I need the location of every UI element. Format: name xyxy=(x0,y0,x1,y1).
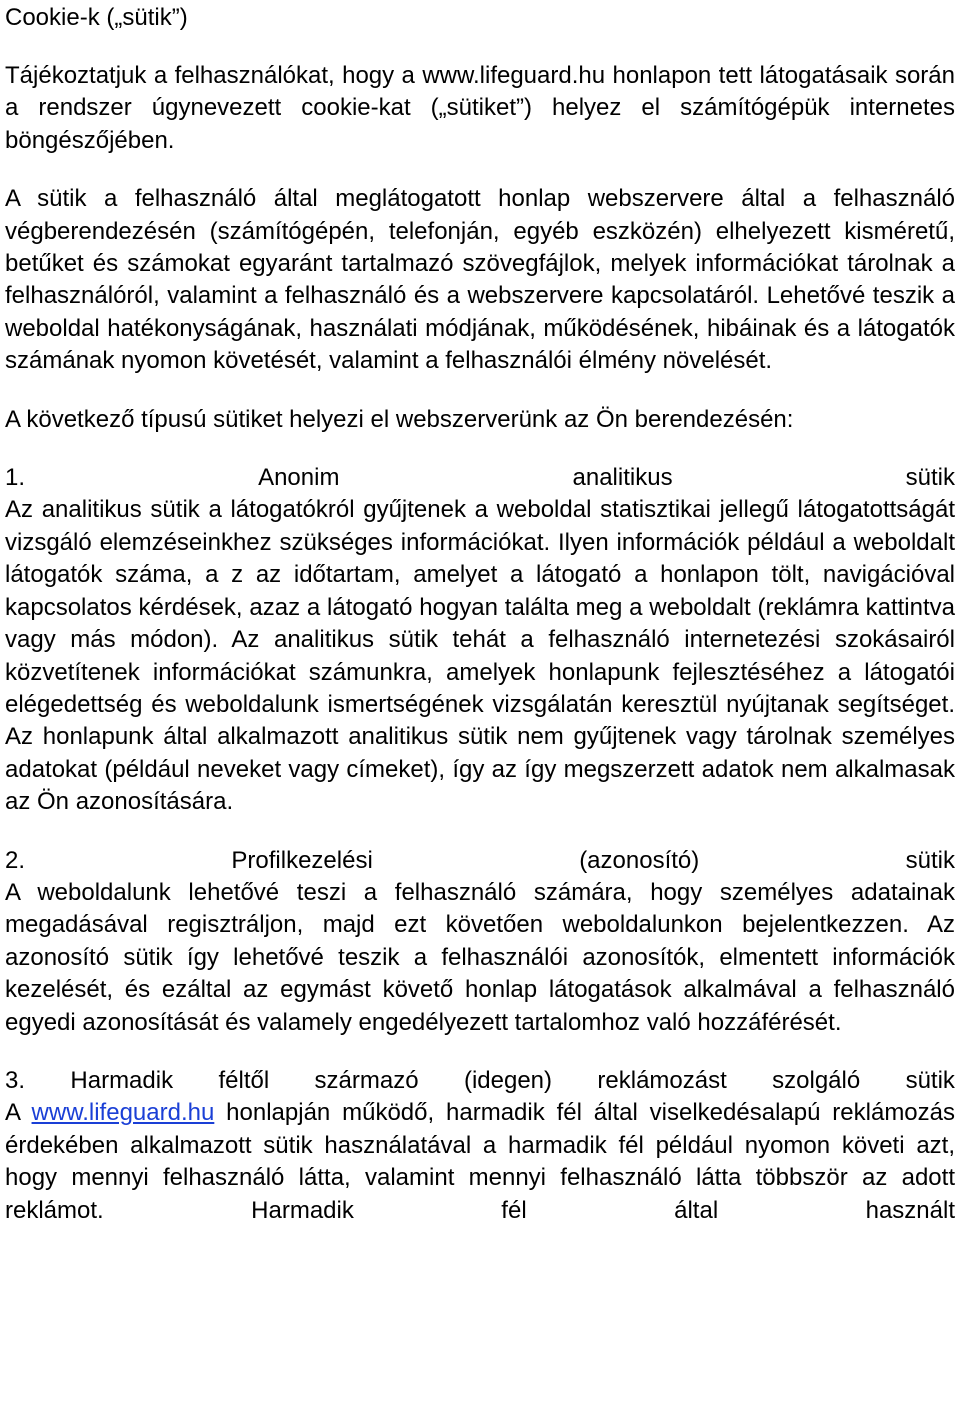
section-body: Az analitikus sütik a látogatókról gyűjtenek a weboldal statisztikai jellegű látogatottságát vizsgáló elemzéseinkhez szükséges információkat. Ilyen információk például a weboldalt látogatók száma, a z az időtartam, amelyet a látogató a honlapon tölt, navigációval kapcsolatos kérdések, azaz a látogató hogyan találta meg a weboldalt (reklámra kattintva vagy más módon). Az analitikus sütik tehát a felhasználó internetezési szokásairól közvetítenek információkat számunkra, amelyek honlapunk fejlesztéséhez a látogatói elégedettség és weboldalunk ismertségének vizsgálatán keresztül nyújtanak segítséget. Az honlapunk által alkalmazott analitikus sütik nem gyűjtenek vagy tárolnak személyes adatokat (például neveket vagy címeket), így az így megszerzett adatok nem alkalmasak az Ön azonosítására. xyxy=(5,496,955,816)
section-heading xyxy=(5,1065,955,1097)
section-number: 2. xyxy=(5,846,26,874)
heading-word: sütik xyxy=(905,846,955,874)
heading-word: féltől xyxy=(218,1066,270,1094)
heading-word: (azonosító) xyxy=(579,846,700,874)
heading-word: szolgáló xyxy=(772,1066,861,1094)
heading-word: sütik xyxy=(905,464,955,492)
heading-word: Anonim xyxy=(258,464,340,492)
description-paragraph: A sütik a felhasználó által meglátogatott honlap webszervere által a felhasználó végberendezésén (számítógépén, telefonján, egyéb eszközén) elhelyezett kisméretű, betűket és számokat egyaránt tartalmazó szövegfájlok, melyek információkat tárolnak a felhasználóról, valamint a felhasználó és a webszervere kapcsolatáról. Lehetővé teszik a weboldal hatékonyságának, használati módjának, működésének, hibáinak és a látogatók számának nyomon követését, valamint a felhasználói élmény növelését. xyxy=(5,185,955,375)
heading-word: (idegen) xyxy=(463,1066,553,1094)
section-body: A weboldalunk lehetővé teszi a felhasználó számára, hogy személyes adatainak megadásával regisztráljon, majd ezt követően weboldalunkon bejelentkezzen. Az azonosító sütik így lehetővé teszik a felhasználói azonosítók, elmentett információk kezelését, és ezáltal az egymást követő honlap látogatások alkalmával a felhasználó egyedi azonosítását és valamely engedélyezett tartalomhoz való hozzáférését. xyxy=(5,878,955,1036)
section-number: 3. xyxy=(5,1066,26,1094)
heading-word: származó xyxy=(314,1066,419,1094)
body-suffix: honlapján működő, harmadik fél által viselkedésalapú reklámozás érdekében alkalmazott sütik használatával a harmadik fél például nyomon követi azt, hogy mennyi felhasználó látta, valamint mennyi felhasználó látta többször az adott reklámot. Harmadik fél által használt xyxy=(5,1099,956,1224)
section-number: 1. xyxy=(5,464,26,492)
section-profile-cookies xyxy=(5,845,955,1039)
heading-word: sütik xyxy=(905,1066,955,1094)
lifeguard-link[interactable]: www.lifeguard.hu xyxy=(31,1099,215,1127)
section-anonymous-analytics xyxy=(5,462,955,818)
section-third-party-cookies xyxy=(5,1065,955,1227)
document-page xyxy=(5,0,955,1227)
heading-word: analitikus xyxy=(572,464,673,492)
types-intro-paragraph: A következő típusú sütiket helyezi el webszerverünk az Ön berendezésén: xyxy=(5,405,794,433)
section-body xyxy=(5,1097,955,1227)
document-title: Cookie-k („sütik”) xyxy=(5,4,188,31)
section-heading xyxy=(5,845,955,877)
section-heading xyxy=(5,462,955,494)
intro-paragraph: Tájékoztatjuk a felhasználókat, hogy a www.lifeguard.hu honlapon tett látogatásaik során a rendszer úgynevezett cookie-kat („sütiket”) helyez el számítógépük internetes böngészőjében. xyxy=(5,62,955,154)
heading-word: Harmadik xyxy=(70,1066,174,1094)
heading-word: Profilkezelési xyxy=(231,846,373,874)
body-prefix: A xyxy=(5,1099,32,1127)
heading-word: reklámozást xyxy=(597,1066,727,1094)
